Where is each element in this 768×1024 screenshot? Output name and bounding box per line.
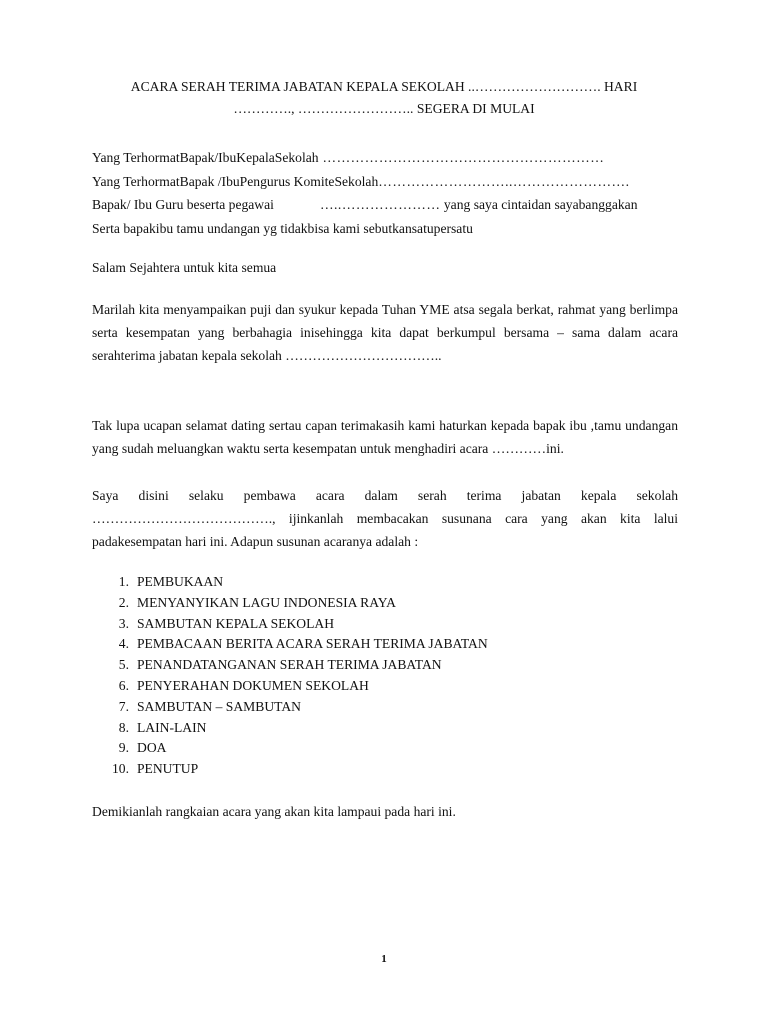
title-line-1: ACARA SERAH TERIMA JABATAN KEPALA SEKOLAH ..………………………. HARI (130, 79, 638, 94)
greeting-dots: ………………………..……………………. (378, 173, 630, 189)
greeting-line (92, 193, 682, 217)
list-item: 9. DOA (118, 740, 167, 756)
list-item: 7. SAMBUTAN – SAMBUTAN (118, 698, 301, 714)
list-item: 5. PENANDATANGANAN SERAH TERIMA JABATAN (118, 657, 442, 673)
greeting-line (92, 217, 682, 241)
greeting-text: Yang TerhormatBapak /IbuPengurus KomiteSekolah (92, 173, 379, 189)
list-item: 10. PENUTUP (112, 761, 199, 777)
paragraph-text: Marilah kita menyampaikan puji dan syukur kepada Tuhan YME atsa segala berkat, rahmat yang berlimpa serta kesempatan yang berbahagia inisehingga kita dapat berkumpul bersama – sama dalam acara serahterima jabatan kepala sekolah …………………………….. (92, 302, 678, 363)
list-item: 1. PEMBUKAAN (118, 574, 224, 589)
page-number: 1 (381, 953, 387, 965)
greeting-text: Bapak/ Ibu Guru beserta pegawai (92, 197, 274, 213)
paragraph-welcome (92, 414, 678, 460)
paragraph-intro (92, 484, 678, 553)
paragraph-text: Saya disini selaku pembawa acara dalam serah terima jabatan kepala sekolah …………………………………., ijinkanlah membacakan susunana cara yang akan kita lalui padakesempatan hari ini. Adapun susunan acaranya adalah : (92, 488, 678, 549)
greeting-block (92, 146, 682, 240)
list-item: 3. SAMBUTAN KEPALA SEKOLAH (118, 615, 335, 631)
title-line-2: …………., …………………….. SEGERA DI MULAI (233, 101, 535, 116)
greeting-dots: …………………………………………………… (318, 150, 605, 165)
paragraph-gratitude (92, 298, 678, 367)
document-title (92, 76, 676, 120)
greeting-dots: …..………………… (319, 197, 441, 213)
greeting-line (92, 170, 682, 194)
greeting-line (92, 146, 682, 170)
list-item: 6. PENYERAHAN DOKUMEN SEKOLAH (118, 677, 369, 693)
greeting-text: Serta bapakibu tamu undangan yg tidakbisa kami sebutkansatupersatu (92, 220, 473, 236)
list-item: 8. LAIN-LAIN (118, 719, 207, 735)
list-item: 2. MENYANYIKAN LAGU INDONESIA RAYA (118, 594, 396, 610)
list-item: 4. PEMBACAAN BERITA ACARA SERAH TERIMA JABATAN (118, 636, 488, 652)
greeting-text: Yang TerhormatBapak/IbuKepalaSekolah (92, 150, 319, 165)
closing-sentence: Demikianlah rangkaian acara yang akan kita lampaui pada hari ini. (92, 804, 456, 819)
greeting-after: yang saya cintaidan sayabanggakan (440, 197, 638, 213)
paragraph-text: Tak lupa ucapan selamat dating sertau capan terimakasih kami haturkan kepada bapak ibu ,tamu undangan yang sudah meluangkan waktu serta kesempatan untuk menghadiri acara …………ini. (92, 418, 678, 456)
salutation: Salam Sejahtera untuk kita semua (92, 260, 277, 275)
agenda-list (92, 572, 488, 780)
